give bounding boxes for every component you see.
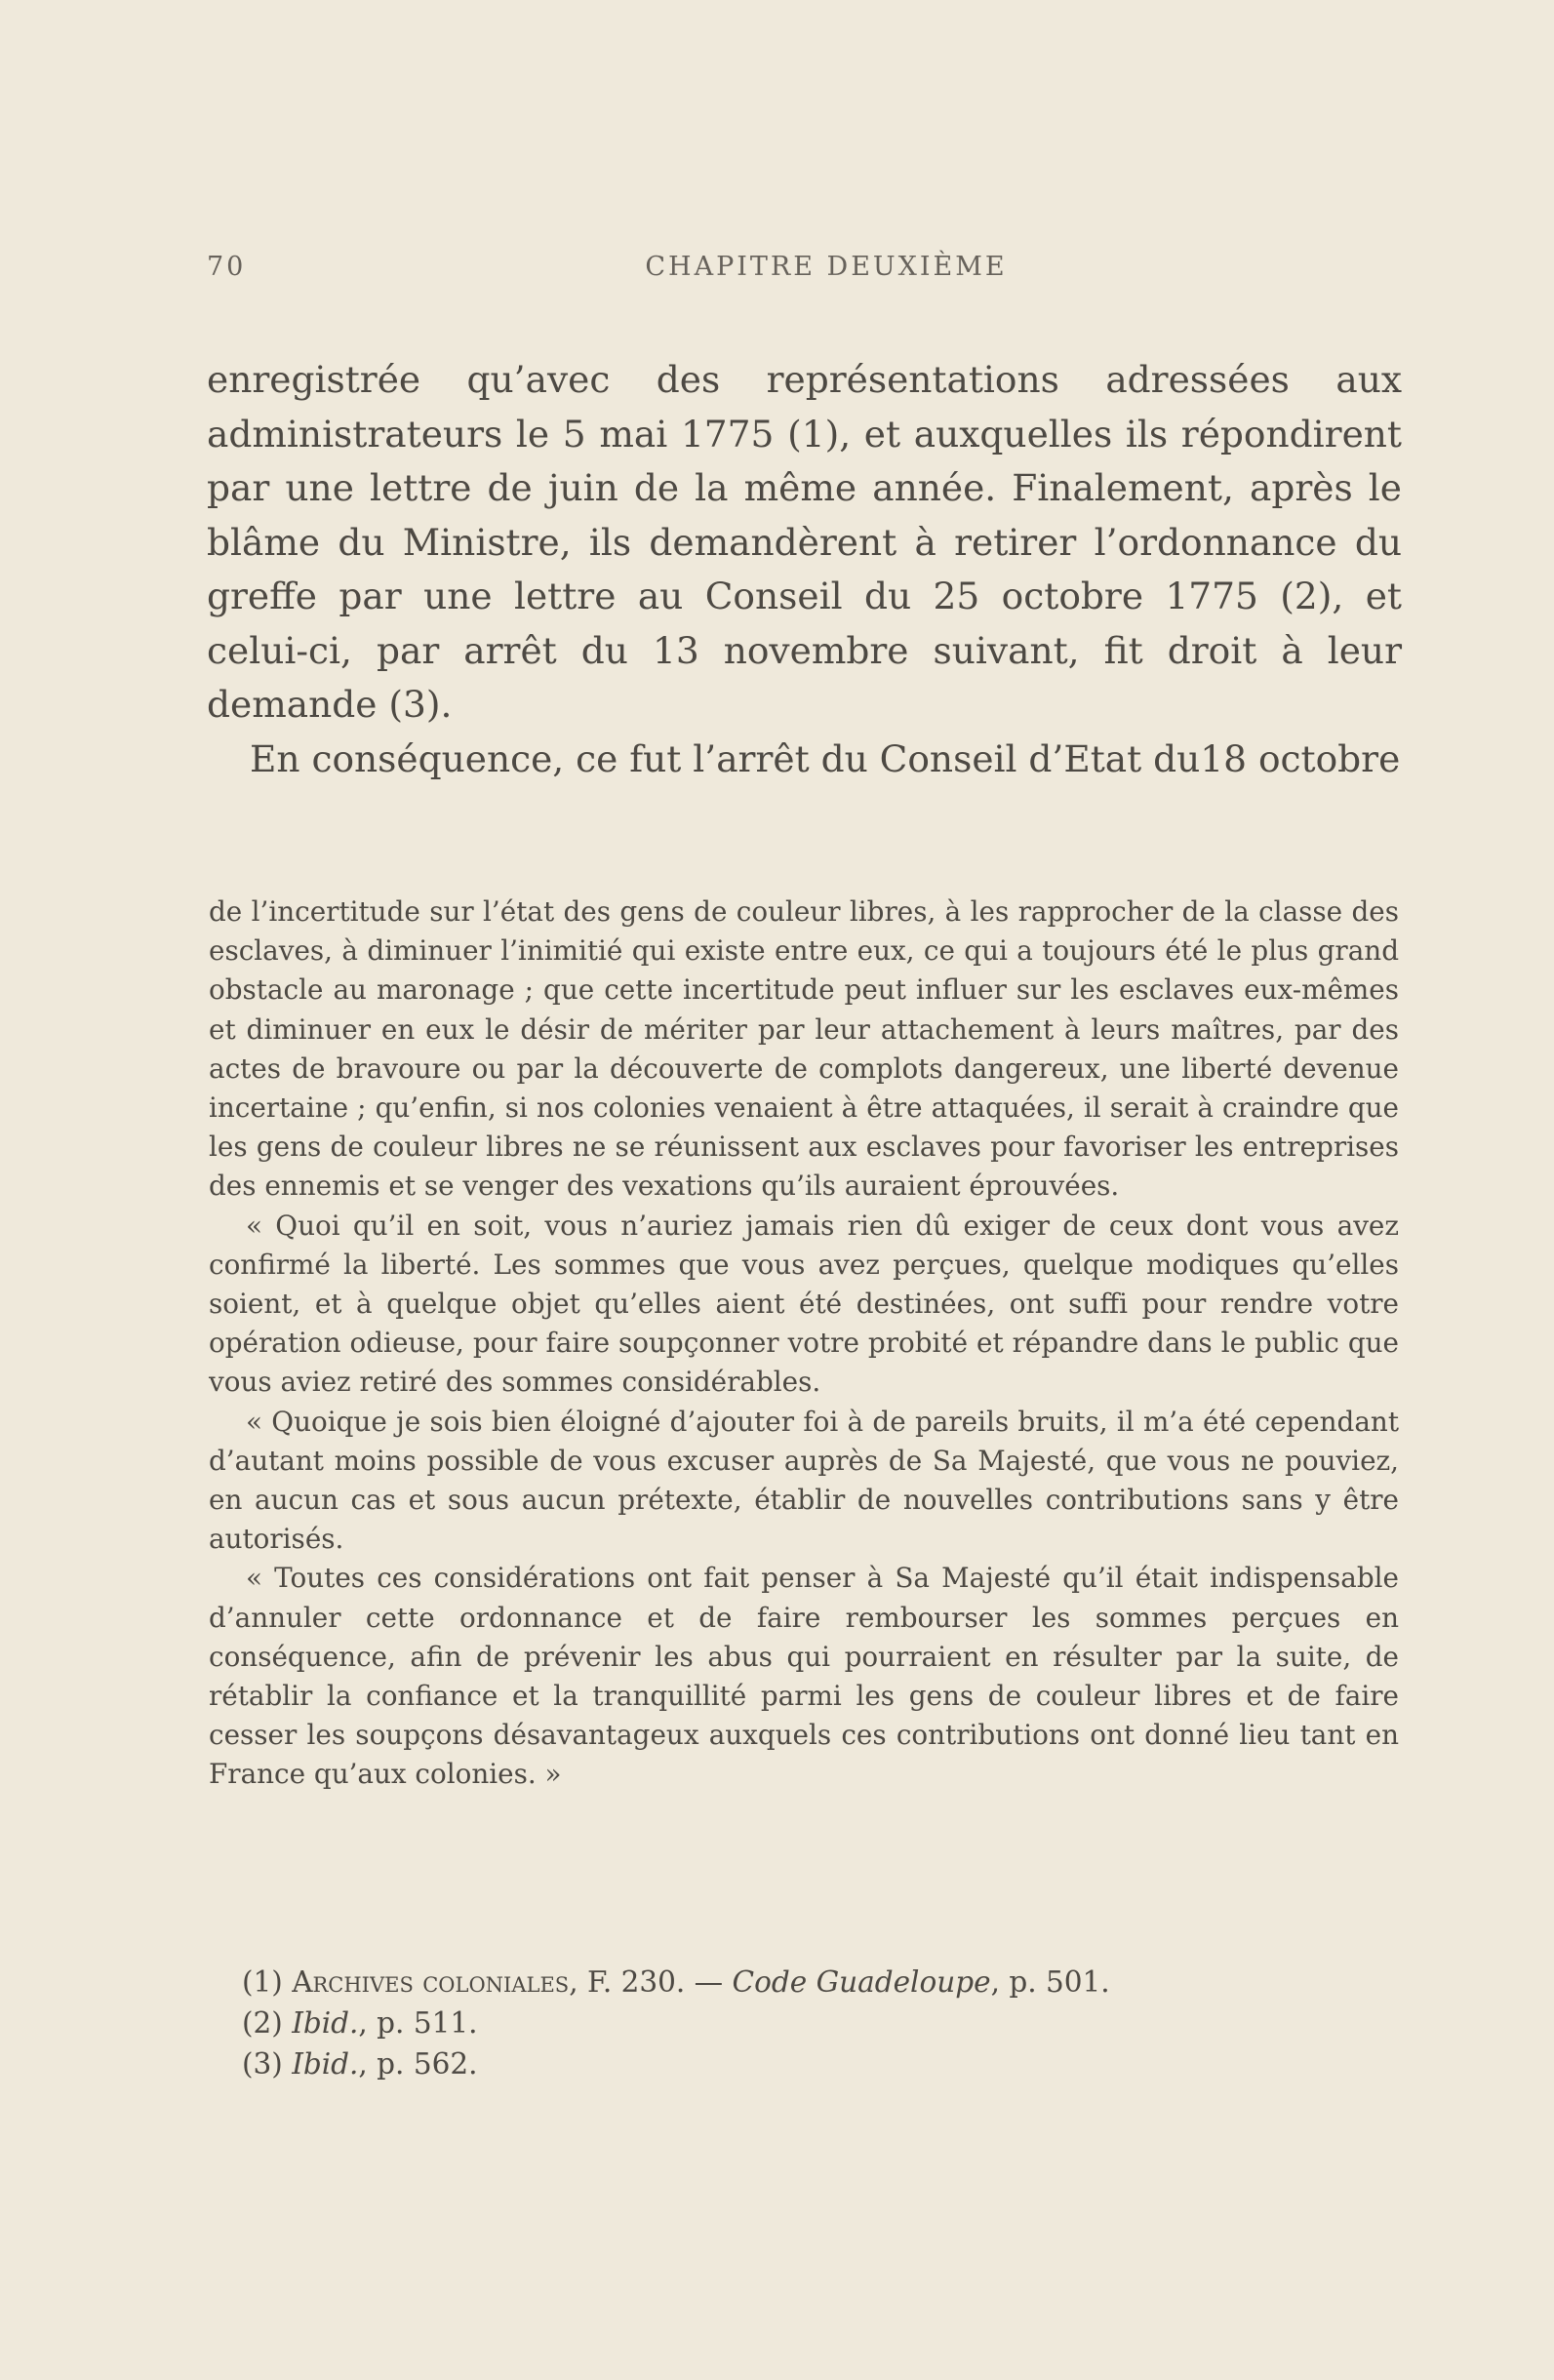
running-title: CHAPITRE DEUXIÈME: [645, 252, 1008, 282]
footnote-marker: (3): [242, 2047, 283, 2081]
footnote: [242, 2003, 1364, 2043]
footnote-page: , p. 562.: [358, 2047, 478, 2081]
main-paragraph: enregistrée qu’avec des représentations adressées aux administrateurs le 5 mai 1775 (1), et auxquelles ils répondirent par une lettre de juin de la même année. Finalement, après le blâme du Ministre, ils demandèrent à retirer l’ordonnance du greffe par une lettre au Conseil du 25 octobre 1775 (2), et celui-ci, par arrêt du 13 novembre suivant, fit droit à leur demande (3).: [207, 358, 1402, 726]
page-header: [207, 252, 1402, 291]
main-paragraph: En conséquence, ce fut l’arrêt du Conseil d’Etat du18 octobre: [250, 736, 1401, 780]
quoted-notes: [209, 892, 1399, 1795]
note-paragraph: « Quoique je sois bien éloigné d’ajouter foi à de pareils bruits, il m’a été cependant d’autant moins possible de vous excuser auprès de Sa Majesté, que vous ne pouviez, en aucun cas et sous aucun prétexte, établir de nouvelles contributions sans y être autorisés.: [209, 1405, 1399, 1556]
footnote-ibid: Ibid.: [292, 2047, 359, 2081]
footnote-reference: , F. 230. —: [569, 1965, 733, 1999]
footnote: [242, 2043, 1364, 2084]
footnote-marker: (1): [242, 1965, 283, 1999]
note-paragraph: de l’incertitude sur l’état des gens de couleur libres, à les rapprocher de la classe des esclaves, à diminuer l’inimitié qui existe entre eux, ce qui a toujours été le plus grand obstacle au maronage ; que cette incertitude peut influer sur les esclaves eux-mêmes et diminuer en eux le désir de mériter par leur attachement à leurs maîtres, par des actes de bravoure ou par la découverte de complots dangereux, une liberté devenue incertaine ; qu’enfin, si nos colonies venaient à être attaquées, il serait à craindre que les gens de couleur libres ne se réunissent aux esclaves pour favoriser les entreprises des ennemis et se venger des vexations qu’ils auraient éprouvées.: [209, 895, 1399, 1203]
main-text: [207, 353, 1402, 786]
note-paragraph: « Toutes ces considérations ont fait penser à Sa Majesté qu’il était indispensable d’annuler cette ordonnance et de faire rembourser les sommes perçues en conséquence, afin de prévenir les abus qui pourraient en résulter par la suite, de rétablir la confiance et la tranquillité parmi les gens de couleur libres et de faire cesser les soupçons désavantageux auxquels ces contributions ont donné lieu tant en France qu’aux colonies. »: [209, 1562, 1399, 1791]
footnote-title: Code Guadeloupe: [732, 1965, 991, 1999]
footnote-ibid: Ibid.: [292, 2006, 359, 2040]
page-number: 70: [207, 252, 247, 282]
footnotes: [242, 1962, 1364, 2084]
footnote-marker: (2): [242, 2006, 283, 2040]
footnote-page: , p. 511.: [358, 2006, 478, 2040]
footnote-source: Archives coloniales: [292, 1965, 570, 1999]
footnote-page: , p. 501.: [990, 1965, 1110, 1999]
note-paragraph: « Quoi qu’il en soit, vous n’auriez jamais rien dû exiger de ceux dont vous avez confirmé la liberté. Les sommes que vous avez perçues, quelque modiques qu’elles soient, et à quelque objet qu’elles aient été destinées, ont suffi pour rendre votre opération odieuse, pour faire soupçonner votre probité et répandre dans le public que vous aviez retiré des sommes considérables.: [209, 1209, 1399, 1399]
footnote: [242, 1962, 1364, 2003]
